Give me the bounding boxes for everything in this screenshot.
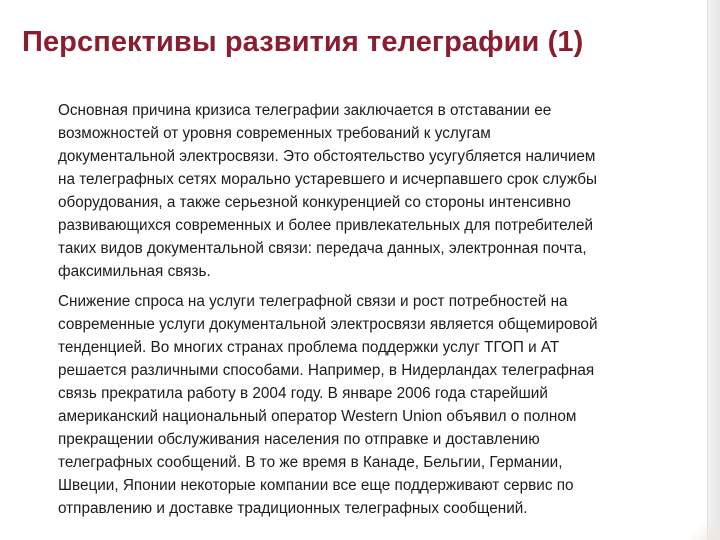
slide-corner-shade: [680, 522, 720, 540]
slide-title: Перспективы развития телеграфии (1): [22, 26, 584, 58]
text-line: на телеграфных сетях морально устаревшего и исчерпавшего срок службы: [58, 171, 598, 188]
text-line: американский национальный оператор Western Union объявил о полном: [58, 408, 577, 425]
text-line: развивающихся современных и более привлекательных для потребителей: [58, 217, 594, 234]
text-line: современные услуги документальной электросвязи является общемировой: [58, 316, 598, 333]
text-line: решается различными способами. Например, в Нидерландах телеграфная: [58, 362, 595, 379]
text-line: телеграфных сообщений. В то же время в Канаде, Бельгии, Германии,: [58, 454, 563, 471]
paragraph-demand-decline: [58, 290, 678, 520]
paragraph-crisis-cause: [58, 99, 678, 283]
text-line: связь прекратила работу в 2004 году. В январе 2006 года старейший: [58, 385, 548, 402]
text-line: прекращении обслуживания населения по отправке и доставлению: [58, 431, 540, 448]
text-line: отправлению и доставке традиционных телеграфных сообщений.: [58, 500, 528, 517]
text-line: Основная причина кризиса телеграфии заключается в отставании ее: [58, 102, 552, 119]
text-line: документальной электросвязи. Это обстоятельство усугубляется наличием: [58, 148, 596, 165]
slide-edge-strip: [707, 0, 720, 540]
text-line: оборудования, а также серьезной конкуренцией со стороны интенсивно: [58, 194, 571, 211]
text-line: таких видов документальной связи: передача данных, электронная почта,: [58, 240, 587, 257]
text-line: факсимильная связь.: [58, 263, 211, 280]
text-line: Швеции, Японии некоторые компании все еще поддерживают сервис по: [58, 477, 574, 494]
text-line: возможностей от уровня современных требований к услугам: [58, 125, 491, 142]
text-line: Снижение спроса на услуги телеграфной связи и рост потребностей на: [58, 293, 568, 310]
text-line: тенденцией. Во многих странах проблема поддержки услуг ТГОП и АТ: [58, 339, 560, 356]
